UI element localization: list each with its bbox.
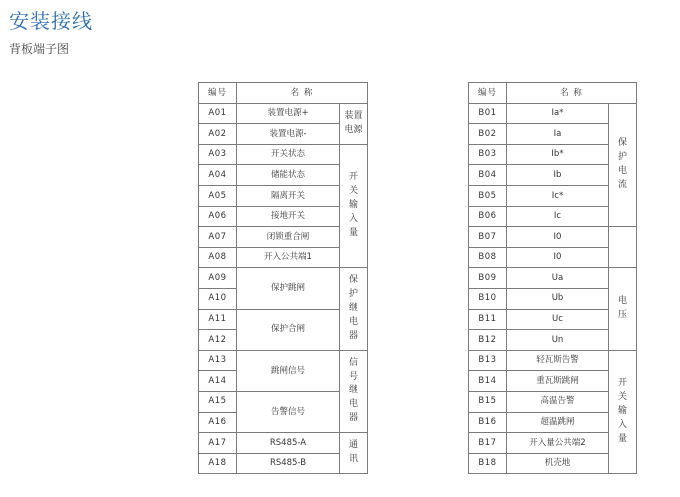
group-label-protect-relay: 保 护 继 电 器 <box>340 268 368 350</box>
page-title: 安装接线 <box>9 9 93 33</box>
group-label-protect-current: 保 护 电 流 <box>609 103 637 227</box>
terminal-name: 重瓦斯跳闸 <box>507 371 609 392</box>
terminal-name: I0 <box>507 247 609 268</box>
group-label-switch-input: 开 关 输 入 量 <box>609 350 637 474</box>
table-row <box>469 103 637 124</box>
terminal-name: Ub <box>507 288 609 309</box>
terminal-name: 开入量公共端2 <box>507 433 609 454</box>
terminal-code: A09 <box>199 268 237 289</box>
table-row <box>199 103 368 124</box>
terminal-name: Ua <box>507 268 609 289</box>
terminal-code: A05 <box>199 185 237 206</box>
terminal-name: 轻瓦斯告警 <box>507 350 609 371</box>
terminal-code: A18 <box>199 453 237 474</box>
group-label-signal-relay: 信 号 继 电 器 <box>340 350 368 432</box>
terminal-code: A08 <box>199 247 237 268</box>
terminal-name: 超温跳闸 <box>507 412 609 433</box>
terminal-code: B13 <box>469 350 507 371</box>
terminal-code: B18 <box>469 453 507 474</box>
terminal-code: A15 <box>199 391 237 412</box>
group-label-switch-input: 开 关 输 入 量 <box>340 144 368 268</box>
terminal-code: A16 <box>199 412 237 433</box>
terminal-code: B08 <box>469 247 507 268</box>
terminal-code: B16 <box>469 412 507 433</box>
terminal-code: A04 <box>199 165 237 186</box>
header-code: 编号 <box>469 83 507 104</box>
table-row <box>199 268 368 289</box>
terminal-name: Uc <box>507 309 609 330</box>
terminal-code: B03 <box>469 144 507 165</box>
terminal-code: A10 <box>199 288 237 309</box>
terminal-name: 高温告警 <box>507 391 609 412</box>
table-row <box>199 350 368 371</box>
terminal-name: Ic <box>507 206 609 227</box>
page-subtitle: 背板端子图 <box>9 42 70 56</box>
terminal-code: B02 <box>469 124 507 145</box>
terminal-name: 接地开关 <box>237 206 340 227</box>
terminal-code: B05 <box>469 185 507 206</box>
terminal-name: I0 <box>507 227 609 248</box>
terminal-code: B14 <box>469 371 507 392</box>
terminal-code: B11 <box>469 309 507 330</box>
terminal-code: A11 <box>199 309 237 330</box>
terminal-name: Ib* <box>507 144 609 165</box>
terminal-code: A07 <box>199 227 237 248</box>
terminal-code: B04 <box>469 165 507 186</box>
terminal-table-a <box>198 82 368 474</box>
terminal-name: 机壳地 <box>507 453 609 474</box>
terminal-name: 开关状态 <box>237 144 340 165</box>
header-name: 名 称 <box>237 83 368 104</box>
terminal-code: B01 <box>469 103 507 124</box>
terminal-name: 告警信号 <box>237 391 340 432</box>
terminal-name: RS485-A <box>237 433 340 454</box>
terminal-name: Ia <box>507 124 609 145</box>
terminal-code: A06 <box>199 206 237 227</box>
terminal-code: A03 <box>199 144 237 165</box>
terminal-code: B12 <box>469 330 507 351</box>
table-row <box>469 268 637 289</box>
table-header-row <box>199 83 368 104</box>
table-row <box>199 144 368 165</box>
group-label-comm: 通 讯 <box>340 433 368 474</box>
terminal-name: 保护跳闸 <box>237 268 340 309</box>
group-label-empty <box>609 227 637 268</box>
terminal-name: Ib <box>507 165 609 186</box>
terminal-code: B07 <box>469 227 507 248</box>
terminal-code: A02 <box>199 124 237 145</box>
terminal-name: 开入公共端1 <box>237 247 340 268</box>
terminal-table-b <box>468 82 637 474</box>
terminal-code: A17 <box>199 433 237 454</box>
terminal-code: A14 <box>199 371 237 392</box>
terminal-name: 保护合闸 <box>237 309 340 350</box>
terminal-code: B17 <box>469 433 507 454</box>
terminal-name: 装置电源- <box>237 124 340 145</box>
terminal-code: B15 <box>469 391 507 412</box>
terminal-name: 跳闸信号 <box>237 350 340 391</box>
terminal-name: Ia* <box>507 103 609 124</box>
header-code: 编号 <box>199 83 237 104</box>
terminal-name: 隔离开关 <box>237 185 340 206</box>
terminal-code: A12 <box>199 330 237 351</box>
terminal-name: 闭锁重合闸 <box>237 227 340 248</box>
terminal-name: 储能状态 <box>237 165 340 186</box>
terminal-code: B06 <box>469 206 507 227</box>
table-row <box>469 227 637 248</box>
table-row <box>469 350 637 371</box>
terminal-name: Un <box>507 330 609 351</box>
terminal-name: 装置电源+ <box>237 103 340 124</box>
terminal-code: A01 <box>199 103 237 124</box>
table-row <box>199 433 368 454</box>
group-label-voltage: 电 压 <box>609 268 637 350</box>
terminal-name: Ic* <box>507 185 609 206</box>
table-header-row <box>469 83 637 104</box>
terminal-code: B09 <box>469 268 507 289</box>
terminal-code: B10 <box>469 288 507 309</box>
header-name: 名 称 <box>507 83 637 104</box>
terminal-code: A13 <box>199 350 237 371</box>
group-label-power: 装置电源 <box>340 103 368 144</box>
terminal-name: RS485-B <box>237 453 340 474</box>
